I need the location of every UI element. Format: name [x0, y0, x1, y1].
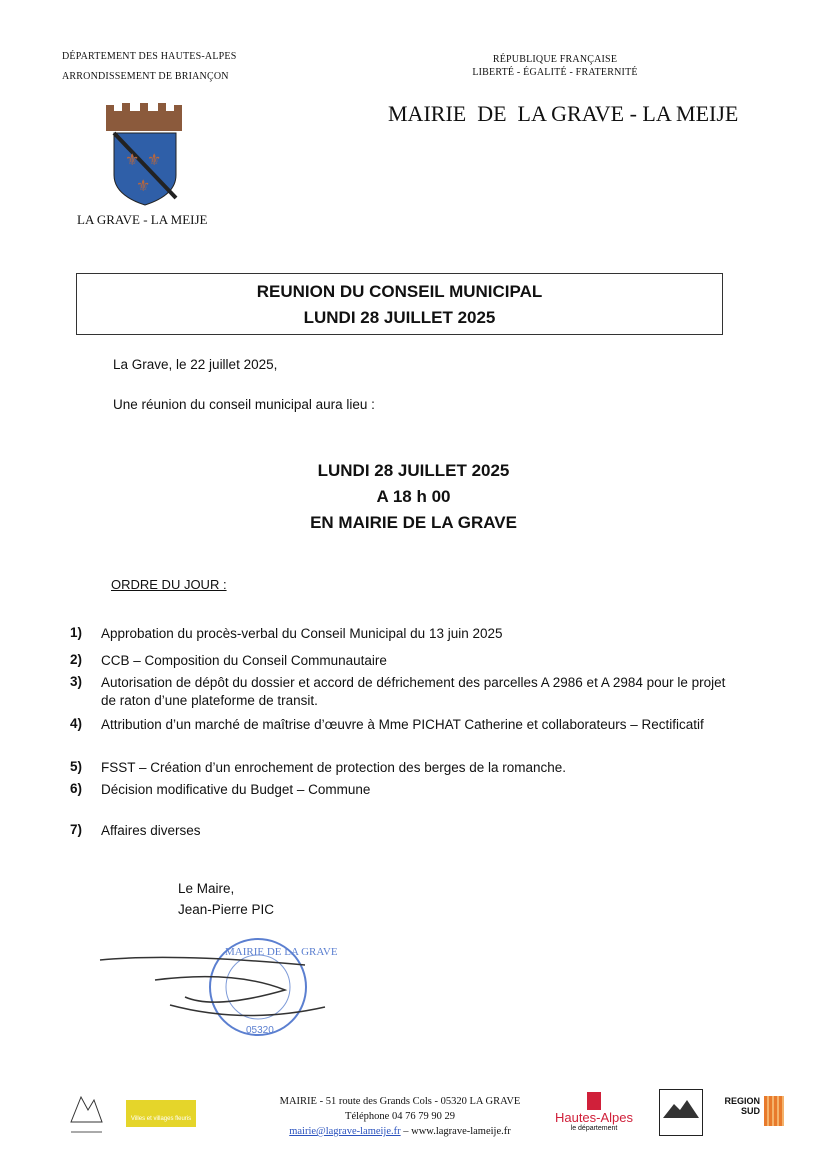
footer-address: MAIRIE - 51 route des Grands Cols - 05320 LA GRAVE [279, 1096, 521, 1107]
hautes-alpes-emblem-icon [587, 1092, 601, 1110]
meeting-place: EN MAIRIE DE LA GRAVE [310, 513, 517, 532]
agenda-number: 3) [70, 674, 83, 689]
sud-text: SUD [740, 1106, 760, 1116]
region-sud-logo [718, 1096, 760, 1116]
hautes-alpes-logo [548, 1092, 640, 1132]
svg-text:MAIRIE DE LA GRAVE: MAIRIE DE LA GRAVE [225, 946, 338, 958]
commune-label: LA GRAVE - LA MEIJE [77, 212, 208, 227]
intro-line: Une réunion du conseil municipal aura lieu : [113, 397, 375, 412]
republic-label: RÉPUBLIQUE FRANÇAISE [492, 54, 618, 65]
agenda-number: 7) [70, 822, 83, 837]
region-flag-icon [764, 1096, 784, 1126]
date-line: La Grave, le 22 juillet 2025, [113, 357, 278, 372]
mountain-logo-icon [66, 1092, 106, 1138]
region-text: REGION [724, 1096, 760, 1106]
signer-name: Jean-Pierre PIC [178, 902, 275, 917]
footer-separator: – [400, 1126, 412, 1137]
agenda-text: CCB – Composition du Conseil Communautaire [101, 653, 387, 668]
meeting-details [0, 458, 827, 536]
arrondissement-label: ARRONDISSEMENT DE BRIANÇON [62, 71, 229, 82]
department-label: DÉPARTEMENT DES HAUTES-ALPES [62, 51, 237, 62]
villes-fleuris-text: Villes et villages fleuris [130, 1116, 192, 1122]
signature-block [178, 878, 274, 920]
mountain-icon [660, 1090, 702, 1130]
footer-phone: Téléphone 04 76 79 90 29 [345, 1111, 455, 1122]
motto-label: LIBERTÉ - ÉGALITÉ - FRATERNITÉ [472, 67, 638, 78]
svg-text:05320: 05320 [246, 1025, 274, 1036]
hautes-alpes-text: Hautes-Alpes [554, 1110, 634, 1125]
stamp-and-signature [95, 935, 345, 1040]
agenda-text: Attribution d’un marché de maîtrise d’œuvre à Mme PICHAT Catherine et collaborateurs – Rectificatif [101, 717, 704, 732]
villes-fleuris-logo [126, 1100, 196, 1127]
agenda-text: Approbation du procès-verbal du Conseil Municipal du 13 juin 2025 [101, 626, 503, 641]
agenda-number: 4) [70, 716, 83, 731]
signer-role: Le Maire, [178, 881, 235, 896]
coat-of-arms-icon [100, 103, 188, 207]
meeting-title: REUNION DU CONSEIL MUNICIPAL [256, 282, 543, 301]
meeting-date-title: LUNDI 28 JUILLET 2025 [303, 308, 496, 327]
meeting-title-box [76, 273, 723, 335]
hautes-alpes-sub: le département [570, 1125, 618, 1132]
agenda-text: Décision modificative du Budget – Commune [101, 782, 371, 797]
agenda-number: 6) [70, 781, 83, 796]
mairie-title: MAIRIE DE LA GRAVE - LA MEIJE [388, 101, 739, 126]
svg-text:⚜: ⚜ [136, 178, 151, 195]
agenda-number: 2) [70, 652, 83, 667]
footer-contact [250, 1094, 550, 1139]
website-link[interactable]: www.lagrave-lameije.fr [411, 1126, 511, 1137]
svg-text:⚜: ⚜ [125, 152, 140, 169]
agenda-text: FSST – Création d’un enrochement de protection des berges de la romanche. [101, 760, 567, 775]
agenda-title: ORDRE DU JOUR : [111, 577, 227, 592]
agenda-text: Autorisation de dépôt du dossier et accord de défrichement des parcelles A 2986 et A 2984 pour le projet de raton d’une plateforme de transit. [101, 675, 726, 708]
agenda-number: 1) [70, 625, 83, 640]
email-link[interactable]: mairie@lagrave-lameije.fr [289, 1126, 401, 1137]
agenda-number: 5) [70, 759, 83, 774]
agenda-text: Affaires diverses [101, 823, 201, 838]
republic-header [440, 53, 670, 79]
meeting-day: LUNDI 28 JUILLET 2025 [317, 461, 510, 480]
brianconnais-logo [659, 1089, 703, 1136]
svg-text:⚜: ⚜ [147, 152, 162, 169]
meeting-time: A 18 h 00 [376, 487, 451, 506]
